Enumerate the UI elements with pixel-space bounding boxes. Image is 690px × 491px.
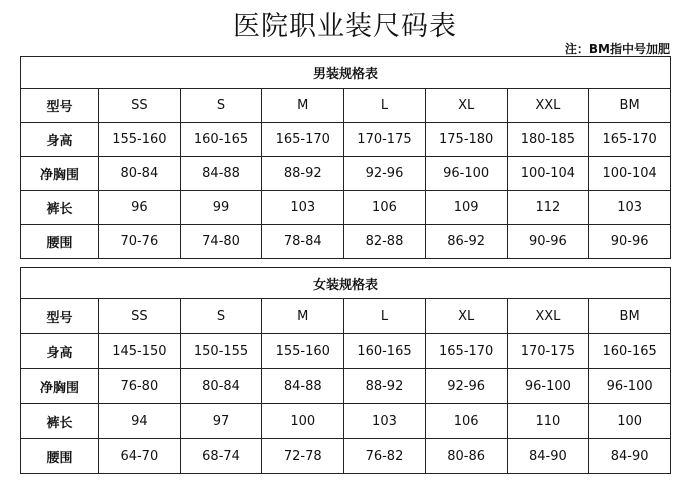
table-cell: 84-88 (180, 157, 262, 191)
men-size-cell: XL (425, 89, 507, 123)
men-table-title: 男装规格表 (21, 57, 671, 89)
table-cell: 170-175 (507, 334, 589, 369)
men-waist-row (21, 225, 671, 259)
women-size-label: 型号 (21, 299, 99, 334)
men-size-cell: L (344, 89, 426, 123)
men-size-cell: BM (589, 89, 671, 123)
women-size-table (20, 267, 671, 474)
women-height-label: 身高 (21, 334, 99, 369)
men-table-title-row (21, 57, 671, 89)
table-cell: 64-70 (99, 439, 181, 474)
table-cell: 97 (180, 404, 262, 439)
table-cell: 86-92 (425, 225, 507, 259)
men-chest-row (21, 157, 671, 191)
men-size-cell: XXL (507, 89, 589, 123)
table-cell: 80-86 (425, 439, 507, 474)
table-cell: 112 (507, 191, 589, 225)
women-size-cell: XXL (507, 299, 589, 334)
table-cell: 165-170 (589, 123, 671, 157)
women-waist-row (21, 439, 671, 474)
men-pants-length-row (21, 191, 671, 225)
women-waist-label: 腰围 (21, 439, 99, 474)
men-chest-label: 净胸围 (21, 157, 99, 191)
table-cell: 90-96 (507, 225, 589, 259)
table-cell: 150-155 (180, 334, 262, 369)
table-cell: 165-170 (425, 334, 507, 369)
men-size-table (20, 56, 671, 259)
table-cell: 109 (425, 191, 507, 225)
table-cell: 110 (507, 404, 589, 439)
men-size-cell: SS (99, 89, 181, 123)
table-cell: 106 (344, 191, 426, 225)
women-size-cell: XL (425, 299, 507, 334)
table-cell: 80-84 (180, 369, 262, 404)
size-note: 注：BM指中号加肥 (564, 42, 670, 56)
women-height-row (21, 334, 671, 369)
table-cell: 92-96 (425, 369, 507, 404)
table-cell: 165-170 (262, 123, 344, 157)
table-cell: 68-74 (180, 439, 262, 474)
table-cell: 155-160 (99, 123, 181, 157)
table-cell: 160-165 (589, 334, 671, 369)
table-cell: 96-100 (507, 369, 589, 404)
table-cell: 84-90 (589, 439, 671, 474)
table-cell: 160-165 (180, 123, 262, 157)
women-size-cell: BM (589, 299, 671, 334)
table-cell: 76-82 (344, 439, 426, 474)
table-cell: 160-165 (344, 334, 426, 369)
table-cell: 76-80 (99, 369, 181, 404)
table-cell: 70-76 (99, 225, 181, 259)
women-table-title-row (21, 268, 671, 299)
women-size-cell: SS (99, 299, 181, 334)
table-cell: 96 (99, 191, 181, 225)
table-cell: 84-90 (507, 439, 589, 474)
men-pants-length-label: 裤长 (21, 191, 99, 225)
table-cell: 100 (262, 404, 344, 439)
table-cell: 82-88 (344, 225, 426, 259)
table-cell: 145-150 (99, 334, 181, 369)
women-table-title: 女装规格表 (21, 268, 671, 299)
men-waist-label: 腰围 (21, 225, 99, 259)
women-size-cell: S (180, 299, 262, 334)
table-cell: 88-92 (262, 157, 344, 191)
women-size-cell: L (344, 299, 426, 334)
table-cell: 106 (425, 404, 507, 439)
table-cell: 74-80 (180, 225, 262, 259)
table-cell: 103 (344, 404, 426, 439)
women-pants-length-label: 裤长 (21, 404, 99, 439)
women-pants-length-row (21, 404, 671, 439)
table-cell: 94 (99, 404, 181, 439)
table-cell: 99 (180, 191, 262, 225)
table-cell: 100 (589, 404, 671, 439)
table-cell: 180-185 (507, 123, 589, 157)
table-cell: 88-92 (344, 369, 426, 404)
table-cell: 80-84 (99, 157, 181, 191)
table-cell: 175-180 (425, 123, 507, 157)
table-cell: 96-100 (589, 369, 671, 404)
men-height-label: 身高 (21, 123, 99, 157)
table-cell: 84-88 (262, 369, 344, 404)
table-cell: 72-78 (262, 439, 344, 474)
table-cell: 170-175 (344, 123, 426, 157)
table-cell: 92-96 (344, 157, 426, 191)
page-title: 医院职业装尺码表 (233, 11, 457, 42)
men-size-cell: S (180, 89, 262, 123)
men-size-row (21, 89, 671, 123)
women-size-cell: M (262, 299, 344, 334)
table-cell: 90-96 (589, 225, 671, 259)
table-cell: 78-84 (262, 225, 344, 259)
table-cell: 96-100 (425, 157, 507, 191)
table-cell: 155-160 (262, 334, 344, 369)
table-cell: 100-104 (507, 157, 589, 191)
table-cell: 100-104 (589, 157, 671, 191)
table-cell: 103 (262, 191, 344, 225)
men-height-row (21, 123, 671, 157)
men-size-label: 型号 (21, 89, 99, 123)
women-chest-label: 净胸围 (21, 369, 99, 404)
women-chest-row (21, 369, 671, 404)
men-size-cell: M (262, 89, 344, 123)
table-cell: 103 (589, 191, 671, 225)
women-size-row (21, 299, 671, 334)
